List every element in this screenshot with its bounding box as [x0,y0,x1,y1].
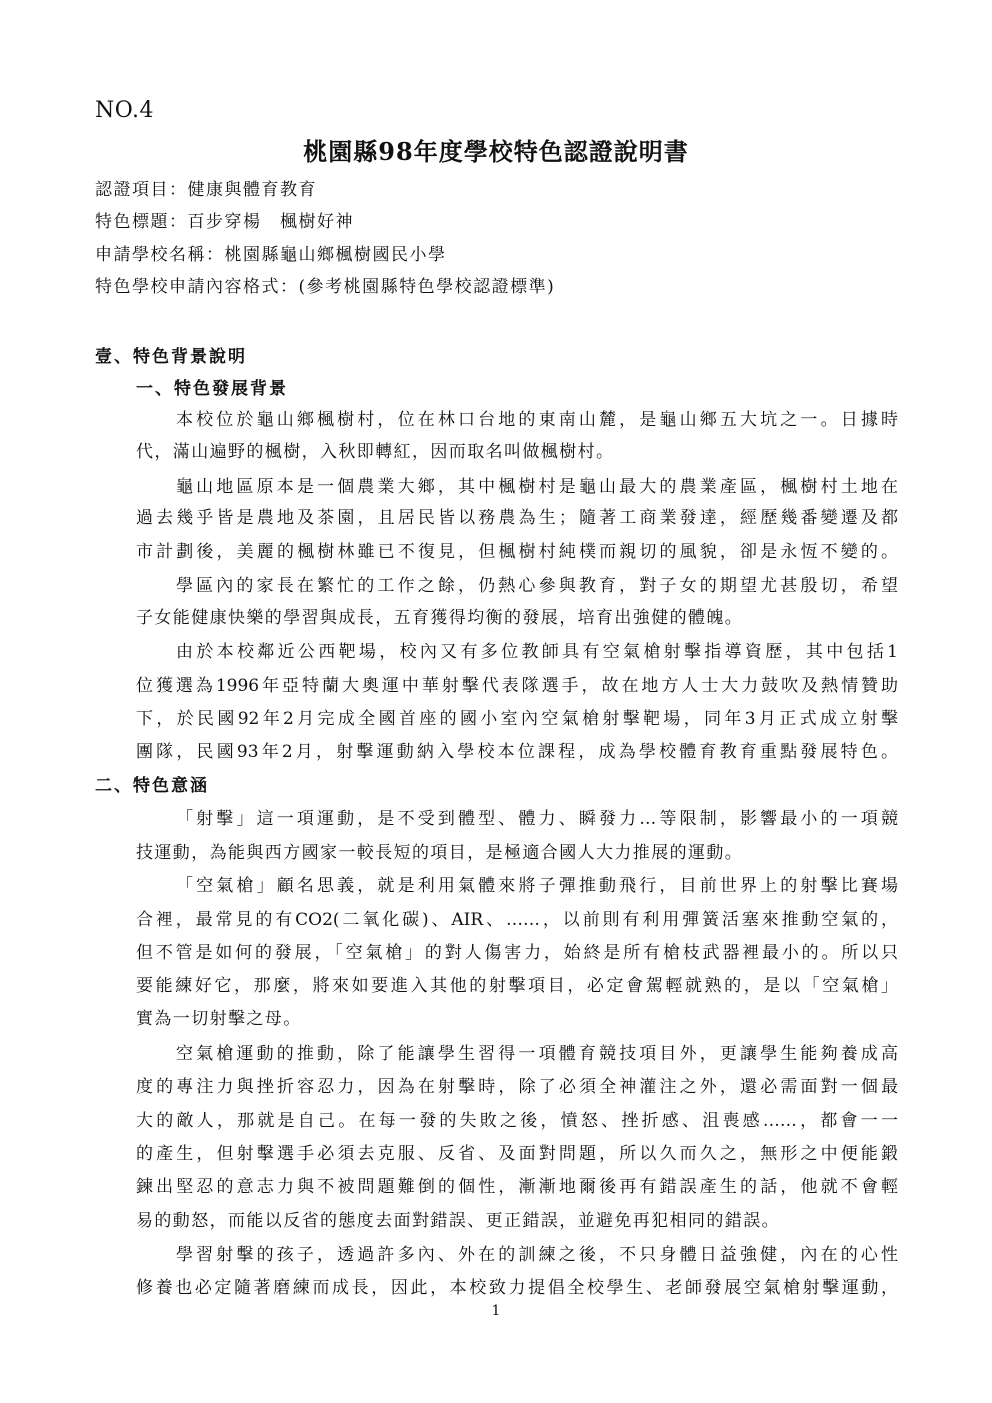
paragraph-line: 團隊，民國93年2月，射擊運動納入學校本位課程，成為學校體育教育重點發展特色。 [136,742,898,762]
paragraph-line: 「射擊」這一項運動，是不受到體型、體力、瞬發力…等限制，影響最小的一項競 [176,809,898,829]
paragraph-line: 技運動，為能與西方國家一較長短的項目，是極適合國人大力推展的運動。 [136,843,744,863]
paragraph-line: 龜山地區原本是一個農業大鄉，其中楓樹村是龜山最大的農業產區，楓樹村土地在 [176,477,898,497]
meta-feature-title: 特色標題：百步穿楊 楓樹好神 [95,212,354,232]
paragraph-line: 合裡，最常見的有CO2(二氧化碳)、AIR、……，以前則有利用彈簧活塞來推動空氣的， [136,910,898,930]
paragraph-line: 下，於民國92年2月完成全國首座的國小室內空氣槍射擊靶場，同年3月正式成立射擊 [136,709,898,729]
paragraph-line: 易的動怒，而能以反省的態度去面對錯誤、更正錯誤，並避免再犯相同的錯誤。 [136,1211,780,1231]
paragraph-line: 要能練好它，那麼，將來如要進入其他的射擊項目，必定會駕輕就熟的，是以「空氣槍」 [136,976,898,996]
meta-school-name: 申請學校名稱：桃園縣龜山鄉楓樹國民小學 [95,245,447,265]
paragraph-line: 的產生，但射擊選手必須去克服、反省、及面對問題，所以久而久之，無形之中便能鍛 [136,1144,898,1164]
paragraph-line: 實為一切射擊之母。 [136,1009,302,1029]
paragraph-line: 學區內的家長在繁忙的工作之餘，仍熱心參與教育，對子女的期望尤甚殷切，希望 [176,576,898,596]
subsection-heading-background: 一、特色發展背景 [136,379,288,399]
paragraph-line: 本校位於龜山鄉楓樹村，位在林口台地的東南山麓，是龜山鄉五大坑之一。日據時 [176,410,898,430]
document-title: 桃園縣98年度學校特色認證說明書 [303,137,689,166]
meta-format: 特色學校申請內容格式：(參考桃園縣特色學校認證標準) [95,277,556,297]
paragraph-line: 但不管是如何的發展，「空氣槍」的對人傷害力，始終是所有槍枝武器裡最小的。所以只 [136,943,898,963]
paragraph-line: 學習射擊的孩子，透過許多內、外在的訓練之後，不只身體日益強健，內在的心性 [176,1245,898,1265]
paragraph-line: 修養也必定隨著磨練而成長，因此，本校致力提倡全校學生、老師發展空氣槍射擊運動， [136,1278,898,1298]
paragraph-line: 「空氣槍」顧名思義，就是利用氣體來將子彈推動飛行，目前世界上的射擊比賽場 [176,876,898,896]
paragraph-line: 市計劃後，美麗的楓樹林雖已不復見，但楓樹村純樸而親切的風貌，卻是永恆不變的。 [136,542,898,562]
meta-item: 認證項目：健康與體育教育 [95,180,317,200]
page-number: 1 [491,1303,501,1319]
paragraph-line: 位獲選為1996年亞特蘭大奧運中華射擊代表隊選手，故在地方人士大力鼓吹及熱情贊助 [136,676,898,696]
document-number: NO.4 [95,98,154,123]
paragraph-line: 鍊出堅忍的意志力與不被問題難倒的個性，漸漸地爾後再有錯誤產生的話，他就不會輕 [136,1177,898,1197]
paragraph-line: 子女能健康快樂的學習與成長，五育獲得均衡的發展，培育出強健的體魄。 [136,608,744,628]
paragraph-line: 空氣槍運動的推動，除了能讓學生習得一項體育競技項目外，更讓學生能夠養成高 [176,1044,898,1064]
subsection-heading-meaning: 二、特色意涵 [95,776,209,796]
paragraph-line: 由於本校鄰近公西靶場，校內又有多位教師具有空氣槍射擊指導資歷，其中包括1 [176,642,898,662]
paragraph-line: 過去幾乎皆是農地及茶園，且居民皆以務農為生；隨著工商業發達，經歷幾番變遷及都 [136,508,898,528]
section-heading: 壹、特色背景說明 [95,347,247,367]
paragraph-line: 大的敵人，那就是自己。在每一發的失敗之後，憤怒、挫折感、沮喪感……，都會一一 [136,1111,898,1131]
paragraph-line: 度的專注力與挫折容忍力，因為在射擊時，除了必須全神灌注之外，還必需面對一個最 [136,1077,898,1097]
paragraph-line: 代，滿山遍野的楓樹，入秋即轉紅，因而取名叫做楓樹村。 [136,442,615,462]
